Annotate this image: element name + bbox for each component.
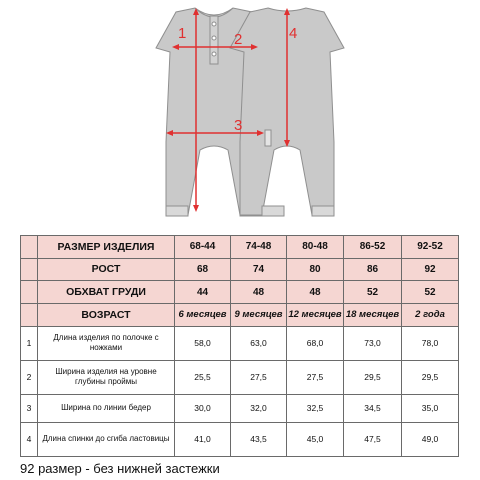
table-cell: 68,0: [287, 326, 344, 360]
row-number: 4: [21, 422, 38, 456]
table-index-cell: [21, 236, 38, 259]
height-row: [21, 258, 459, 281]
table-cell: 74: [231, 258, 287, 281]
table-cell: 32,0: [231, 394, 287, 422]
measurement-description: Ширина изделия на уровне глубины проймы: [38, 360, 175, 394]
table-cell: 92-52: [402, 236, 459, 259]
measurement-row: [21, 326, 459, 360]
back-tag: [265, 130, 271, 146]
table-cell: 43,5: [231, 422, 287, 456]
row-number: 2: [21, 360, 38, 394]
marker-2: 2: [234, 31, 243, 48]
table-cell: 35,0: [402, 394, 459, 422]
table-index-cell: [21, 303, 38, 326]
table-index-cell: [21, 281, 38, 304]
table-cell: 41,0: [175, 422, 231, 456]
table-cell: 58,0: [175, 326, 231, 360]
table-cell: 2 года: [402, 303, 459, 326]
age-row: [21, 303, 459, 326]
table-cell: 9 месяцев: [231, 303, 287, 326]
back-right-cuff: [312, 206, 334, 216]
size-row: [21, 236, 459, 259]
button-2: [212, 36, 216, 40]
measurement-row: [21, 360, 459, 394]
table-cell: 47,5: [344, 422, 402, 456]
table-cell: 78,0: [402, 326, 459, 360]
table-cell: 25,5: [175, 360, 231, 394]
footnote: 92 размер - без нижней застежки: [20, 461, 220, 476]
row-label: РОСТ: [38, 258, 175, 281]
table-cell: 74-48: [231, 236, 287, 259]
button-3: [212, 52, 216, 56]
table-cell: 68: [175, 258, 231, 281]
front-left-cuff: [166, 206, 188, 216]
garment-illustration: [0, 0, 480, 232]
table-cell: 44: [175, 281, 231, 304]
table-cell: 6 месяцев: [175, 303, 231, 326]
table-cell: 27,5: [231, 360, 287, 394]
size-table: [20, 235, 459, 457]
measurement-description: Длина изделия по полочке с ножками: [38, 326, 175, 360]
table-cell: 32,5: [287, 394, 344, 422]
table-cell: 86: [344, 258, 402, 281]
row-label: ОБХВАТ ГРУДИ: [38, 281, 175, 304]
measurement-row: [21, 422, 459, 456]
table-cell: 48: [231, 281, 287, 304]
row-label: ВОЗРАСТ: [38, 303, 175, 326]
measurement-row: [21, 394, 459, 422]
table-cell: 45,0: [287, 422, 344, 456]
table-cell: 12 месяцев: [287, 303, 344, 326]
table-cell: 68-44: [175, 236, 231, 259]
table-cell: 80-48: [287, 236, 344, 259]
marker-3: 3: [234, 117, 243, 134]
table-index-cell: [21, 258, 38, 281]
table-cell: 92: [402, 258, 459, 281]
table-cell: 27,5: [287, 360, 344, 394]
back-left-cuff: [262, 206, 284, 216]
row-number: 3: [21, 394, 38, 422]
chest-row: [21, 281, 459, 304]
measure-arrow-1-bottom: [193, 205, 199, 212]
table-cell: 48: [287, 281, 344, 304]
table-cell: 73,0: [344, 326, 402, 360]
table-cell: 29,5: [344, 360, 402, 394]
marker-4: 4: [289, 25, 298, 42]
table-cell: 30,0: [175, 394, 231, 422]
marker-1: 1: [178, 25, 187, 42]
row-number: 1: [21, 326, 38, 360]
table-cell: 29,5: [402, 360, 459, 394]
table-cell: 52: [402, 281, 459, 304]
table-cell: 18 месяцев: [344, 303, 402, 326]
measurement-description: Ширина по линии бедер: [38, 394, 175, 422]
table-cell: 52: [344, 281, 402, 304]
table-cell: 80: [287, 258, 344, 281]
table-cell: 49,0: [402, 422, 459, 456]
table-cell: 63,0: [231, 326, 287, 360]
table-cell: 86-52: [344, 236, 402, 259]
table-cell: 34,5: [344, 394, 402, 422]
measurement-description: Длина спинки до сгиба ластовицы: [38, 422, 175, 456]
row-label: РАЗМЕР ИЗДЕЛИЯ: [38, 236, 175, 259]
button-1: [212, 22, 216, 26]
